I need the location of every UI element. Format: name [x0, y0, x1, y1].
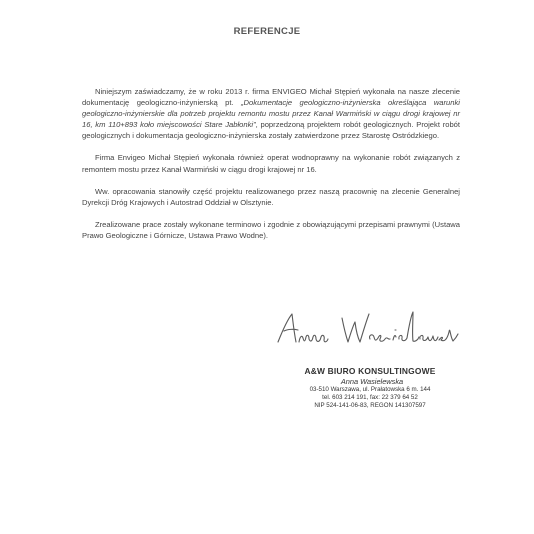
paragraph-1-rest: , poprzedzoną projektem robót geologicznych. Projekt robót geologicznych i dokumentacja geologiczno-inżynierska zostały zatwierdzone przez Starostę Ostródzkiego. — [82, 120, 460, 141]
stamp-tax-ids: NIP 524-141-06-83, REGON 141307597 — [314, 402, 426, 410]
paragraph-4: Zrealizowane prace zostały wykonane terminowo i zgodnie z obowiązującymi przepisami prawnymi (Ustawa Prawo Geologiczne i Górnicze, Ustawa Prawo Wodne). — [82, 219, 460, 240]
stamp-phone: tel. 603 214 191, fax: 22 379 64 52 — [322, 394, 418, 402]
company-stamp — [280, 366, 460, 411]
handwritten-signature — [272, 306, 462, 352]
stamp-person-name: Anna Wasielewska — [340, 377, 404, 386]
paragraph-1 — [82, 86, 460, 141]
paragraph-3: Ww. opracowania stanowiły część projektu realizowanego przez naszą pracownię na zlecenie Generalnej Dyrekcji Dróg Krajowych i Autostrad Oddział w Olsztynie. — [82, 186, 460, 207]
stamp-address: 03-510 Warszawa, ul. Prałatowska 6 m. 144 — [309, 386, 431, 393]
document-title: REFERENCJE — [233, 26, 301, 37]
paragraph-1-intro: Niniejszym zaświadczamy, że w roku 2013 r. firma ENVIGEO Michał Stępień wykonała na nasze zlecenie dokumentację geologiczno-inżynierską pt. — [82, 87, 460, 108]
paragraph-2: Firma Envigeo Michał Stępień wykonała również operat wodnoprawny na wykonanie robót związanych z remontem mostu przez Kanał Warmiński w ciągu drogi krajowej nr 16. — [82, 153, 460, 174]
letter-body — [82, 86, 460, 252]
paragraph-1-document-title: „Dokumentacje geologiczno-inżynierska określająca warunki geologiczno-inżynierskie dla potrzeb projektu remontu mostu przez Kanał Warmiński w ciągu drogi krajowej nr 16, km 110+893 koło miejscowości Stare Jabłonki” — [82, 98, 460, 130]
stamp-firm-name: A&W BIURO KONSULTINGOWE — [304, 366, 436, 376]
